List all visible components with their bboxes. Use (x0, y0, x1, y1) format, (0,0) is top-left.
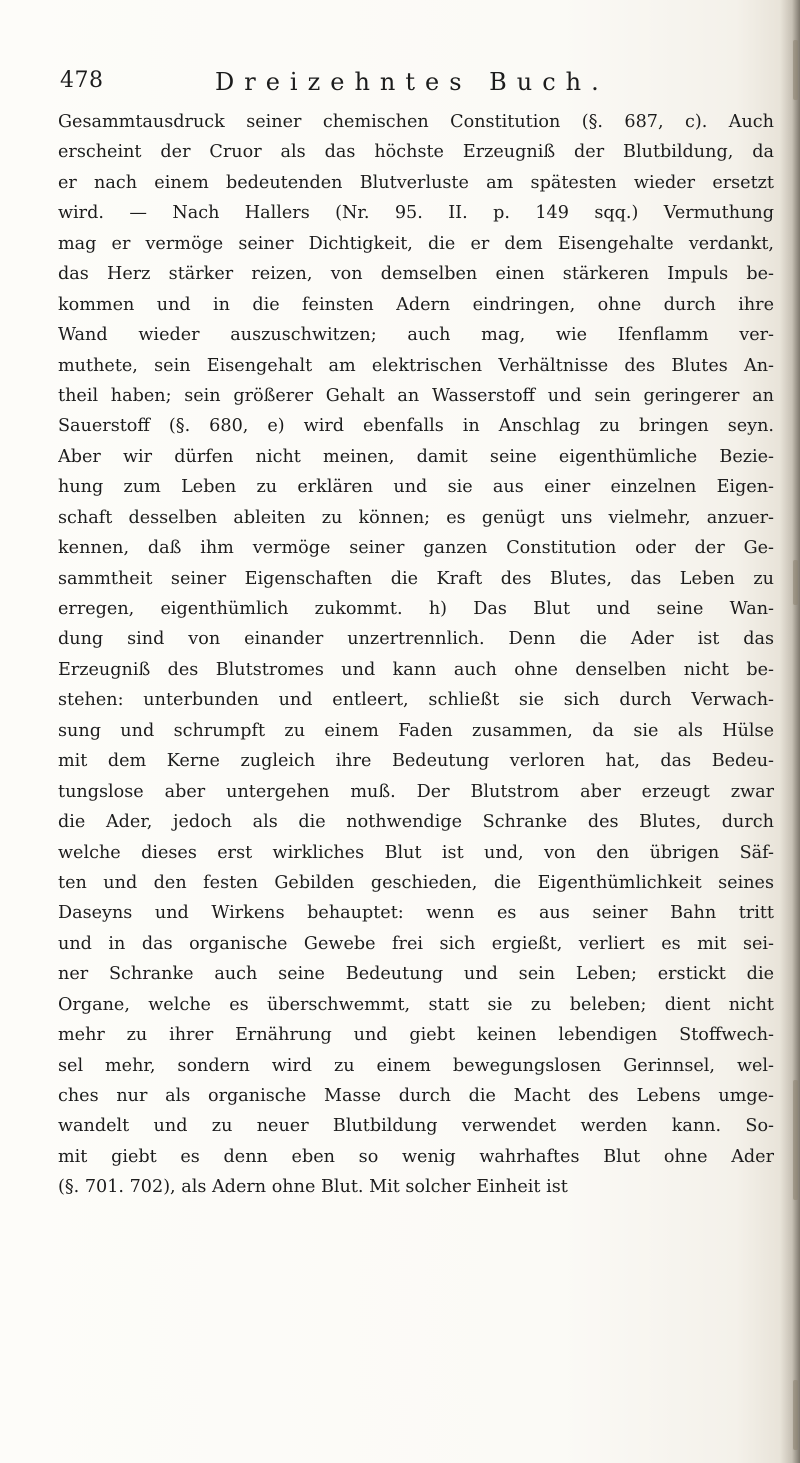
text-line: die Ader, jedoch als die nothwendige Schranke des Blutes, durch (58, 812, 774, 833)
text-line: muthete, sein Eisengehalt am elektrischen Verhältnisse des Blutes An- (58, 355, 774, 376)
text-line: kennen, daß ihm vermöge seiner ganzen Constitution oder der Ge- (58, 538, 774, 559)
text-line: sammtheit seiner Eigenschaften die Kraft des Blutes, das Leben zu (58, 568, 774, 589)
text-line: das Herz stärker reizen, von demselben einen stärkeren Impuls be- (58, 264, 774, 285)
page-edge-mark (793, 1380, 798, 1450)
page-edge-mark (793, 40, 798, 100)
running-head: Dreizehntes Buch. (215, 68, 609, 96)
page-edge-mark (793, 560, 798, 605)
text-line: welche dieses erst wirkliches Blut ist und, von den übrigen Säf- (58, 842, 774, 863)
text-line: sel mehr, sondern wird zu einem bewegungslosen Gerinnsel, wel- (58, 1055, 774, 1076)
text-line: mehr zu ihrer Ernährung und giebt keinen lebendigen Stoffwech- (58, 1025, 774, 1046)
text-line: dung sind von einander unzertrennlich. Denn die Ader ist das (58, 629, 774, 650)
text-line: Sauerstoff (§. 680, e) wird ebenfalls in Anschlag zu bringen seyn. (58, 416, 774, 437)
text-line: ten und den festen Gebilden geschieden, die Eigenthümlichkeit seines (58, 872, 774, 893)
text-line: mit giebt es denn eben so wenig wahrhaftes Blut ohne Ader (58, 1146, 774, 1167)
text-line: Organe, welche es überschwemmt, statt sie zu beleben; dient nicht (58, 994, 774, 1015)
text-line: Erzeugniß des Blutstromes und kann auch ohne denselben nicht be- (58, 659, 774, 680)
text-line: mag er vermöge seiner Dichtigkeit, die er dem Eisengehalte verdankt, (58, 233, 774, 254)
text-line: wandelt und zu neuer Blutbildung verwendet werden kann. So- (58, 1116, 774, 1137)
text-line: er nach einem bedeutenden Blutverluste am spätesten wieder ersetzt (58, 172, 774, 193)
text-line: tungslose aber untergehen muß. Der Blutstrom aber erzeugt zwar (58, 781, 774, 802)
page-number: 478 (60, 68, 104, 93)
text-line: Wand wieder auszuschwitzen; auch mag, wie Ifenflamm ver- (58, 325, 774, 346)
text-line: hung zum Leben zu erklären und sie aus einer einzelnen Eigen- (58, 477, 774, 498)
text-line: wird. — Nach Hallers (Nr. 95. II. p. 149 sqq.) Vermuthung (58, 203, 774, 224)
text-line: kommen und in die feinsten Adern eindringen, ohne durch ihre (58, 294, 774, 315)
text-line: (§. 701. 702), als Adern ohne Blut. Mit solcher Einheit ist (58, 1177, 568, 1198)
text-line: Aber wir dürfen nicht meinen, damit seine eigenthümliche Bezie- (58, 446, 774, 467)
text-line: mit dem Kerne zugleich ihre Bedeutung verloren hat, das Bedeu- (58, 751, 774, 772)
text-line: Gesammtausdruck seiner chemischen Constitution (§. 687, c). Auch (58, 112, 774, 132)
text-line: ches nur als organische Masse durch die Macht des Lebens umge- (58, 1086, 774, 1106)
text-line: und in das organische Gewebe frei sich ergießt, verliert es mit sei- (58, 933, 774, 954)
text-line: stehen: unterbunden und entleert, schließt sie sich durch Verwach- (58, 690, 774, 711)
text-line: theil haben; sein größerer Gehalt an Wasserstoff und sein geringerer an (58, 385, 774, 406)
text-line: ner Schranke auch seine Bedeutung und sein Leben; erstickt die (58, 964, 774, 985)
page-edge-shadow (780, 0, 800, 1463)
text-line: sung und schrumpft zu einem Faden zusammen, da sie als Hülse (58, 720, 774, 741)
body-text (58, 107, 774, 1203)
text-line: schaft desselben ableiten zu können; es genügt uns vielmehr, anzuer- (58, 507, 774, 528)
page-header (60, 62, 776, 102)
text-line: erscheint der Cruor als das höchste Erzeugniß der Blutbildung, da (58, 142, 774, 163)
text-line: Daseyns und Wirkens behauptet: wenn es aus seiner Bahn tritt (58, 903, 774, 924)
text-line: erregen, eigenthümlich zukommt. h) Das Blut und seine Wan- (58, 599, 774, 619)
page-edge-mark (793, 1080, 798, 1200)
